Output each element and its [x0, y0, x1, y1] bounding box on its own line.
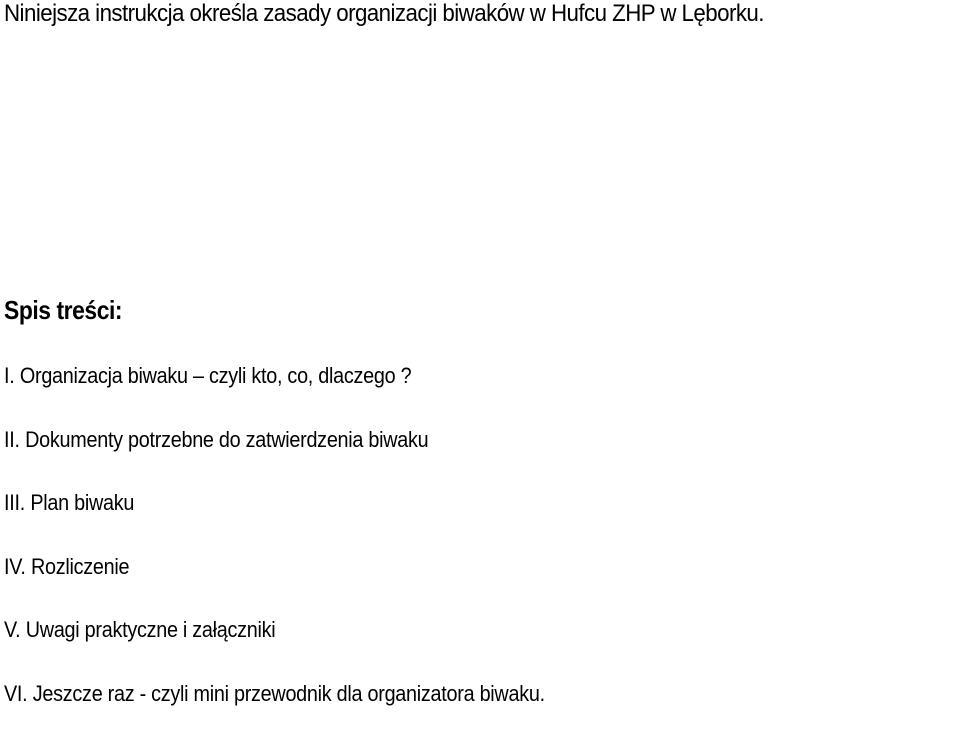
toc-item-number: IV. — [4, 554, 26, 579]
toc-item-number: I. — [4, 363, 14, 388]
toc-item-number: VI. — [4, 681, 27, 706]
toc-item-1 — [4, 362, 545, 426]
toc-item-4 — [4, 553, 545, 617]
table-of-contents — [4, 362, 605, 743]
toc-item-label: Dokumenty potrzebne do zatwierdzenia biwaku — [25, 427, 428, 452]
toc-item-number: III. — [4, 490, 25, 515]
toc-item-3 — [4, 489, 545, 553]
toc-item-label: Organizacja biwaku – czyli kto, co, dlaczego ? — [20, 363, 411, 388]
toc-item-label: Jeszcze raz - czyli mini przewodnik dla organizatora biwaku. — [33, 681, 545, 706]
toc-item-label: Uwagi praktyczne i załączniki — [26, 617, 276, 642]
toc-item-label: Plan biwaku — [30, 490, 134, 515]
intro-paragraph: Niniejsza instrukcja określa zasady organizacji biwaków w Hufcu ZHP w Lęborku. — [4, 0, 764, 28]
toc-heading: Spis treści: — [4, 294, 122, 326]
toc-item-6 — [4, 680, 545, 743]
toc-item-2 — [4, 426, 545, 490]
toc-item-5 — [4, 616, 545, 680]
toc-item-number: II. — [4, 427, 20, 452]
toc-item-number: V. — [4, 617, 20, 642]
toc-item-label: Rozliczenie — [31, 554, 129, 579]
